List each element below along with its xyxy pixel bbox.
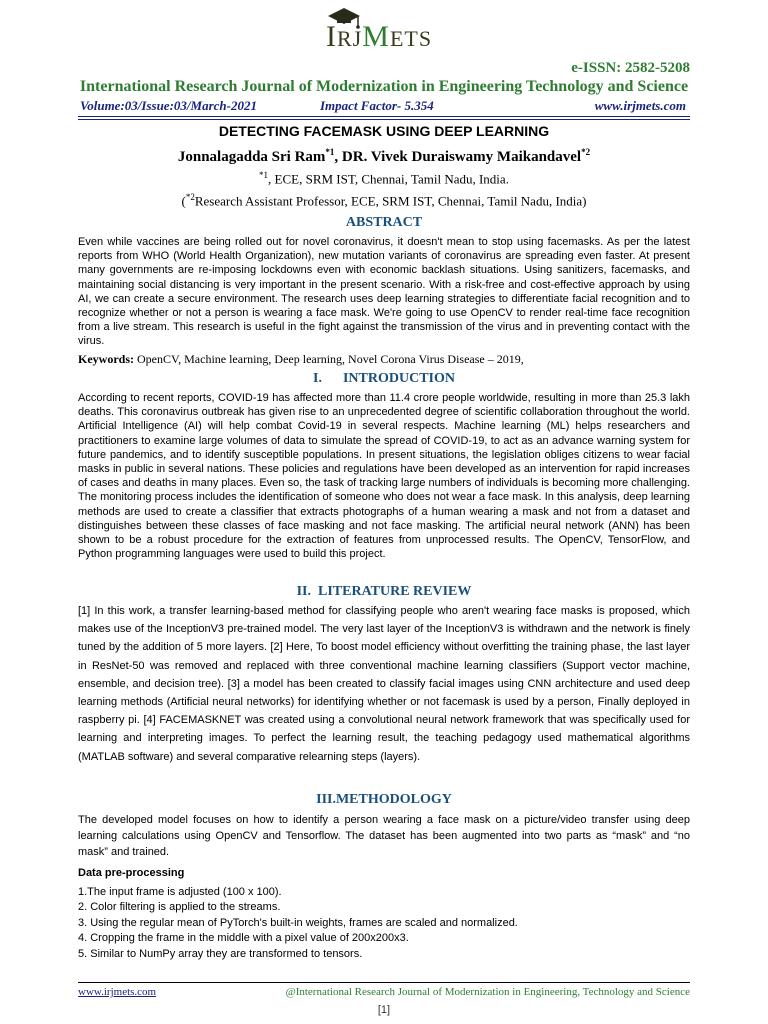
list-item: 5. Similar to NumPy array they are transformed to tensors.: [78, 947, 363, 960]
header-divider-2: [78, 119, 690, 120]
header-website-link[interactable]: www.irjmets.com: [594, 98, 686, 113]
authors: [0, 147, 768, 166]
list-item: 3. Using the regular mean of PyTorch's built-in weights, frames are scaled and normalized.: [78, 916, 518, 929]
abstract-heading: ABSTRACT: [345, 215, 423, 230]
methodology-text: The developed model focuses on how to identify a person wearing a face mask on a picture/video transfer using deep learning calculations using OpenCV and Tensorflow. The dataset has been augmented into two parts as “mask” and “no mask” and trained.: [78, 814, 690, 858]
header-divider: [78, 116, 690, 117]
journal-logo: [324, 6, 452, 52]
author-1-sup: *1: [325, 147, 335, 157]
impact-factor: Impact Factor- 5.354: [320, 98, 434, 113]
list-item: 4. Cropping the frame in the middle with a pixel value of 200x200x3.: [78, 932, 409, 944]
affiliation-2-sup: *2: [185, 192, 195, 202]
journal-title: International Research Journal of Modernization in Engineering Technology and Science: [79, 78, 689, 95]
list-item: 2. Color filtering is applied to the streams.: [78, 901, 281, 913]
footer-copyright: @International Research Journal of Modernization in Engineering, Technology and Science: [285, 986, 690, 998]
logo-letters-ets: ETS: [389, 26, 433, 51]
keywords-label: Keywords:: [78, 352, 134, 366]
affiliation-1: [0, 170, 768, 187]
page-number: [1]: [377, 1004, 391, 1016]
preprocessing-heading: Data pre-processing: [78, 867, 185, 879]
methodology-heading: III.METHODOLOGY: [316, 792, 452, 807]
abstract-text: Even while vaccines are being rolled out for novel coronavirus, it doesn't mean to stop using facemasks. As per the latest reports from WHO (World Health Organization), new mutation variants of coronavirus are spreading even faster. At present many governments are re-imposing lockdowns even with economic backlash situations. Using sanitizers, facemasks, and maintaining social distancing is very important in the present scenario. With a risk-free and cost-effective approach by using AI, we can create a secure environment. The research uses deep learning strategies to differentiate facial recognition and to recognize whether or not a person is wearing a face mask. We're going to use OpenCV to render real-time face recognition from a live stream. This research is useful in the fight against the transmission of the virus and in preventing contact with the virus.: [78, 236, 690, 348]
logo-letter-i: I: [326, 20, 337, 53]
introduction-heading: I. INTRODUCTION: [313, 371, 455, 386]
preprocessing-list: [78, 866, 690, 962]
issn: e-ISSN: 2582-5208: [571, 60, 690, 76]
introduction-text: According to recent reports, COVID-19 has affected more than 11.4 crore people worldwide, resulting in more than 25.3 lakh deaths. This coronavirus outbreak has given rise to an unprecedented degree of scientific collaboration throughout the world. Artificial Intelligence (AI) will help combat Covid-19 in several respects. Machine learning (ML) helps researchers and practitioners to examine large volumes of data to simulate the spread of COVID-19, to act as an advance warning system for future pandemics, and to identify susceptible populations. In present situations, the legislation obliges citizens to wear facial masks in public in several nations. These policies and regulations have been developed as an intervention for rapid increases of cases and deaths in many places. Even so, the task of tracking large numbers of individuals is becoming more challenging. The monitoring process includes the identification of someone who does not wear a face mask. In this analysis, deep learning methods are used to create a classifier that extracts photographs of a human wearing a mask and not from a dataset and distinguishes between these classes of face masking and not face masking. The artificial neural network (ANN) has been shown to be a robust procedure for the extraction of features from unprocessed results. The OpenCV, TensorFlow, and Python programming languages were used to build this project.: [78, 392, 690, 561]
literature-text: [1] In this work, a transfer learning-based method for classifying people who aren't wearing face masks is proposed, which makes use of the InceptionV3 pre-trained model. The very last layer of the InceptionV3 is withdrawn and the network is finely tuned by the addition of 5 more layers. [2] Here, To boost model efficiency without overfitting the training phase, the last layer in ResNet-50 was removed and replaced with three conventional machine learning classifiers (Support vector machine, ensemble, and decision tree). [3] a model has been created to classify facial images using CNN architecture and used deep learning methods (Artificial neural networks) for identifying whether or not facemask is used by a person, Finally deployed in raspberry pi. [4] FACEMASKNET was created using a convolutional neural network framework that was specifically used for learning and interpreting images. To perfect the learning result, the teaching pedagogy used mathematical algorithms (MATLAB software) and several comparative relearning steps (layers).: [78, 605, 690, 763]
footer-website-link[interactable]: www.irjmets.com: [78, 986, 157, 998]
author-2: , DR. Vivek Duraiswamy Maikandavel: [334, 149, 582, 165]
volume-info: Volume:03/Issue:03/March-2021: [80, 98, 257, 113]
affiliation-2: [0, 192, 768, 209]
affiliation-2-text: Research Assistant Professor, ECE, SRM IST, Chennai, Tamil Nadu, India): [194, 193, 587, 209]
literature-heading: II. LITERATURE REVIEW: [296, 584, 472, 599]
keywords: [78, 352, 690, 367]
list-item: 1.The input frame is adjusted (100 x 100).: [78, 885, 282, 898]
footer-divider: [78, 982, 690, 983]
keywords-text: OpenCV, Machine learning, Deep learning, Novel Corona Virus Disease – 2019,: [134, 352, 524, 366]
affiliation-1-sup: *1: [259, 170, 269, 180]
paper-title: DETECTING FACEMASK USING DEEP LEARNING: [218, 123, 550, 139]
affiliation-2-open: (: [181, 193, 186, 209]
affiliation-1-text: , ECE, SRM IST, Chennai, Tamil Nadu, India.: [268, 171, 509, 187]
logo-letter-m: M: [362, 20, 390, 53]
logo-letters-rj: RJ: [337, 26, 363, 51]
author-1: Jonnalagadda Sri Ram: [177, 149, 326, 165]
author-2-sup: *2: [581, 147, 591, 157]
